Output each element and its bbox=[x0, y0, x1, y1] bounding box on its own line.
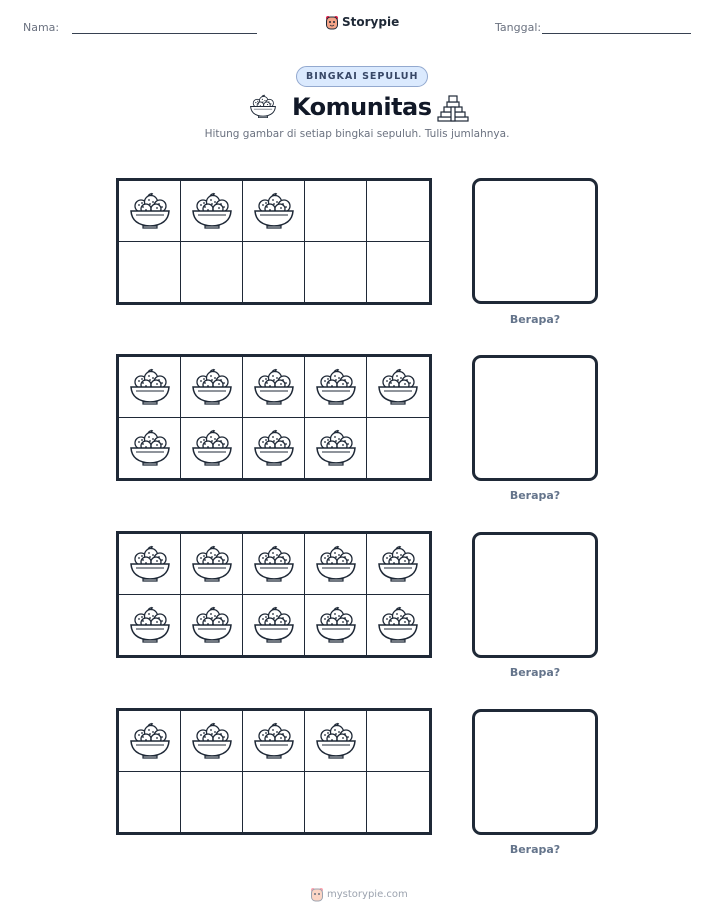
fruit-bowl-icon bbox=[189, 367, 235, 407]
frame-cell bbox=[181, 357, 243, 418]
frame-cell bbox=[305, 534, 367, 595]
frame-cell bbox=[181, 711, 243, 772]
frame-cell bbox=[367, 595, 429, 656]
fruit-bowl-icon bbox=[189, 544, 235, 584]
frame-cell bbox=[367, 181, 429, 242]
fruit-bowl-icon bbox=[251, 428, 297, 468]
fruit-bowl-icon bbox=[251, 721, 297, 761]
frame-cell bbox=[367, 242, 429, 303]
fruit-bowl-icon bbox=[313, 544, 359, 584]
frame-cell bbox=[243, 711, 305, 772]
frame-cell bbox=[367, 357, 429, 418]
answer-box[interactable] bbox=[472, 532, 598, 658]
fruit-bowl-icon bbox=[313, 721, 359, 761]
frame-cell bbox=[305, 711, 367, 772]
frame-cell bbox=[367, 534, 429, 595]
frame-cell bbox=[181, 242, 243, 303]
brand-name: Storypie bbox=[342, 15, 400, 29]
answer-box[interactable] bbox=[472, 355, 598, 481]
frame-cell bbox=[181, 595, 243, 656]
answer-box[interactable] bbox=[472, 178, 598, 304]
frame-cell bbox=[181, 772, 243, 833]
fruit-bowl-icon bbox=[189, 428, 235, 468]
frame-cell bbox=[243, 595, 305, 656]
fruit-bowl-icon bbox=[313, 428, 359, 468]
frame-cell bbox=[367, 772, 429, 833]
fruit-bowl-icon bbox=[127, 721, 173, 761]
instruction-text: Hitung gambar di setiap bingkai sepuluh. Tulis jumlahnya. bbox=[204, 128, 510, 140]
fruit-bowl-icon bbox=[127, 605, 173, 645]
frame-cell bbox=[181, 418, 243, 479]
fruit-bowl-icon bbox=[313, 367, 359, 407]
fruit-bowl-icon bbox=[251, 605, 297, 645]
frame-cell bbox=[181, 534, 243, 595]
frame-cell bbox=[119, 534, 181, 595]
frame-cell bbox=[305, 357, 367, 418]
footer bbox=[310, 886, 408, 902]
frame-cell bbox=[305, 181, 367, 242]
fruit-bowl-icon bbox=[248, 93, 278, 120]
fruit-bowl-icon bbox=[375, 605, 421, 645]
fruit-bowl-icon bbox=[127, 367, 173, 407]
brand-logo bbox=[325, 14, 399, 30]
storypie-mascot-icon bbox=[325, 14, 339, 30]
answer-label: Berapa? bbox=[509, 666, 561, 679]
fruit-bowl-icon bbox=[251, 367, 297, 407]
frame-cell bbox=[243, 357, 305, 418]
answer-label: Berapa? bbox=[509, 843, 561, 856]
frame-cell bbox=[367, 418, 429, 479]
frame-cell bbox=[119, 357, 181, 418]
name-field[interactable] bbox=[72, 33, 257, 34]
fruit-bowl-icon bbox=[313, 605, 359, 645]
frame-cell bbox=[243, 242, 305, 303]
frame-cell bbox=[119, 418, 181, 479]
fruit-bowl-icon bbox=[127, 428, 173, 468]
frame-cell bbox=[305, 595, 367, 656]
ten-frame bbox=[116, 178, 432, 305]
ten-frame bbox=[116, 354, 432, 481]
frame-cell bbox=[305, 772, 367, 833]
date-field[interactable] bbox=[542, 33, 691, 34]
frame-cell bbox=[119, 595, 181, 656]
storypie-mascot-icon bbox=[310, 886, 324, 902]
page-title: Komunitas bbox=[292, 93, 432, 121]
frame-cell bbox=[243, 772, 305, 833]
frame-cell bbox=[181, 181, 243, 242]
frame-cell bbox=[305, 242, 367, 303]
fruit-bowl-icon bbox=[189, 605, 235, 645]
fruit-bowl-icon bbox=[127, 191, 173, 231]
fruit-bowl-icon bbox=[375, 544, 421, 584]
ten-frame bbox=[116, 531, 432, 658]
frame-cell bbox=[119, 181, 181, 242]
frame-cell bbox=[119, 242, 181, 303]
fruit-bowl-icon bbox=[127, 544, 173, 584]
pyramid-icon bbox=[436, 93, 470, 123]
frame-cell bbox=[243, 418, 305, 479]
frame-cell bbox=[243, 181, 305, 242]
frame-cell bbox=[119, 772, 181, 833]
frame-cell bbox=[119, 711, 181, 772]
name-label: Nama: bbox=[23, 21, 60, 34]
answer-label: Berapa? bbox=[509, 313, 561, 326]
answer-box[interactable] bbox=[472, 709, 598, 835]
frame-cell bbox=[305, 418, 367, 479]
date-label: Tanggal: bbox=[495, 21, 542, 34]
frame-cell bbox=[367, 711, 429, 772]
frame-cell bbox=[243, 534, 305, 595]
fruit-bowl-icon bbox=[251, 191, 297, 231]
fruit-bowl-icon bbox=[189, 721, 235, 761]
footer-site: mystorypie.com bbox=[327, 888, 408, 900]
fruit-bowl-icon bbox=[375, 367, 421, 407]
fruit-bowl-icon bbox=[251, 544, 297, 584]
answer-label: Berapa? bbox=[509, 489, 561, 502]
category-badge: BINGKAI SEPULUH bbox=[296, 66, 428, 87]
ten-frame bbox=[116, 708, 432, 835]
fruit-bowl-icon bbox=[189, 191, 235, 231]
